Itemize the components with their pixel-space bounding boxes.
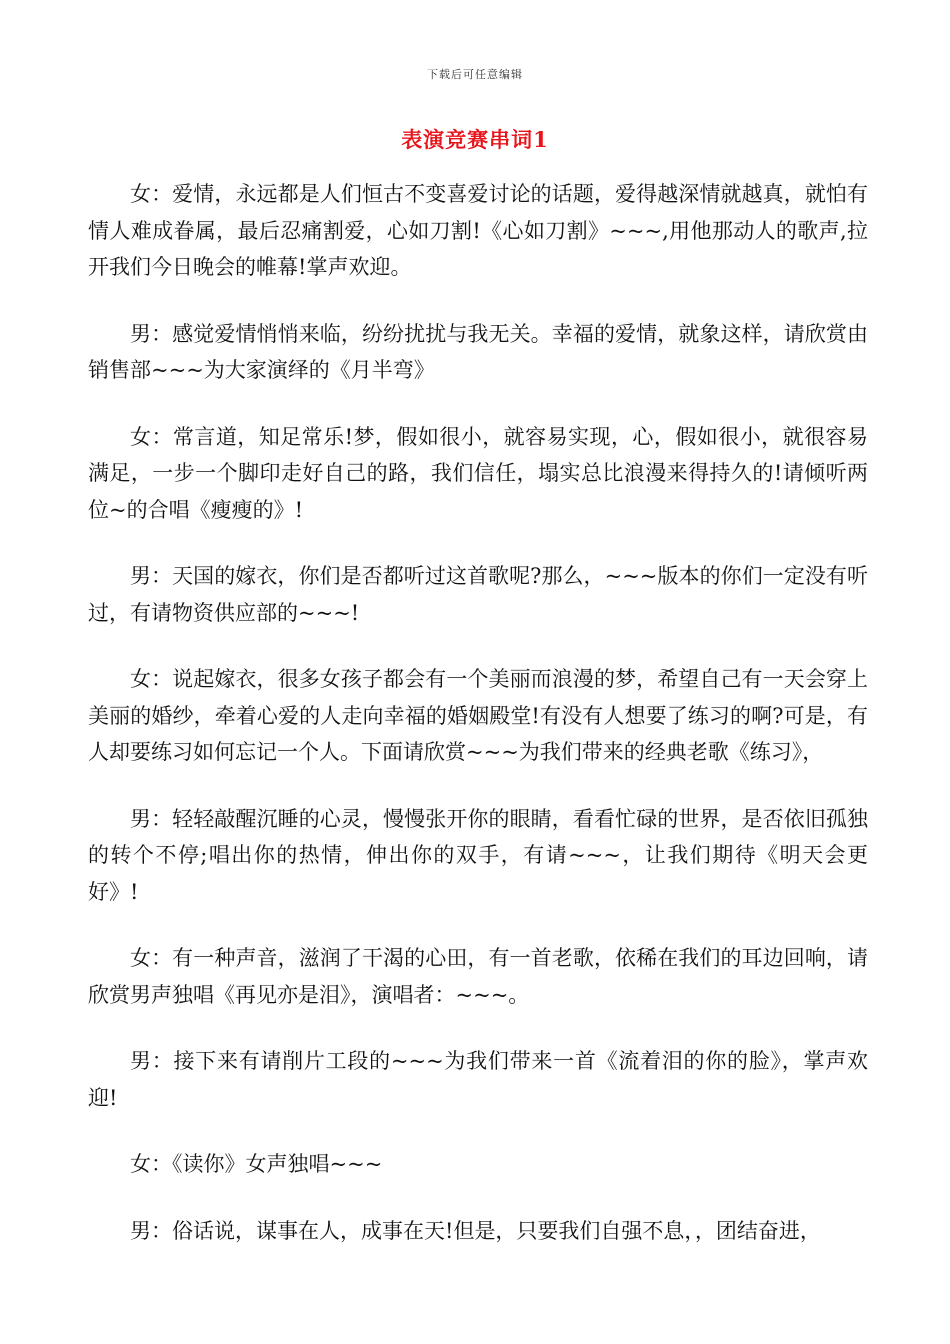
paragraph: 男：接下来有请削片工段的~~~为我们带来一首《流着泪的你的脸》，掌声欢迎!: [88, 1049, 868, 1110]
paragraph: 女：常言道，知足常乐!梦，假如很小，就容易实现，心，假如很小，就很容易满足，一步一个脚印走好自己的路，我们信任，塌实总比浪漫来得持久的!请倾听两位~的合唱《瘦瘦的》!: [88, 424, 868, 522]
document-body: [88, 176, 868, 1279]
paragraph: 女：说起嫁衣，很多女孩子都会有一个美丽而浪漫的梦，希望自己有一天会穿上美丽的婚纱，牵着心爱的人走向幸福的婚姻殿堂!有没有人想要了练习的啊?可是，有人却要练习如何忘记一个人。下面请欣赏~~~为我们带来的经典老歌《练习》，: [88, 667, 868, 764]
paragraph: 男：俗话说，谋事在人，成事在天!但是，只要我们自强不息，，团结奋进，: [130, 1218, 821, 1243]
paragraph: 女：爱情，永远都是人们恒古不变喜爱讨论的话题，爱得越深情就越真，就怕有情人难成眷属，最后忍痛割爱，心如刀割!《心如刀割》~~~,用他那动人的歌声,拉开我们今日晚会的帷幕!掌声欢迎。: [88, 182, 868, 279]
paragraph: 男：天国的嫁衣，你们是否都听过这首歌呢?那么，~~~版本的你们一定没有听过，有请物资供应部的~~~!: [88, 564, 868, 625]
header-note: 下载后可任意编辑: [427, 68, 523, 81]
paragraph: 女：有一种声音，滋润了干渴的心田，有一首老歌，依稀在我们的耳边回响，请欣赏男声独唱《再见亦是泪》，演唱者：~~~。: [88, 946, 868, 1007]
paragraph: 男：轻轻敲醒沉睡的心灵，慢慢张开你的眼睛，看看忙碌的世界，是否依旧孤独的转个不停;唱出你的热情，伸出你的双手，有请~~~，让我们期待《明天会更好》!: [88, 806, 868, 904]
document-title: 表演竞赛串词1: [401, 127, 549, 152]
paragraph: 男：感觉爱情悄悄来临，纷纷扰扰与我无关。幸福的爱情，就象这样，请欣赏由销售部~~~为大家演绎的《月半弯》: [88, 321, 868, 382]
paragraph: 女：《读你》女声独唱~~~: [130, 1152, 383, 1176]
